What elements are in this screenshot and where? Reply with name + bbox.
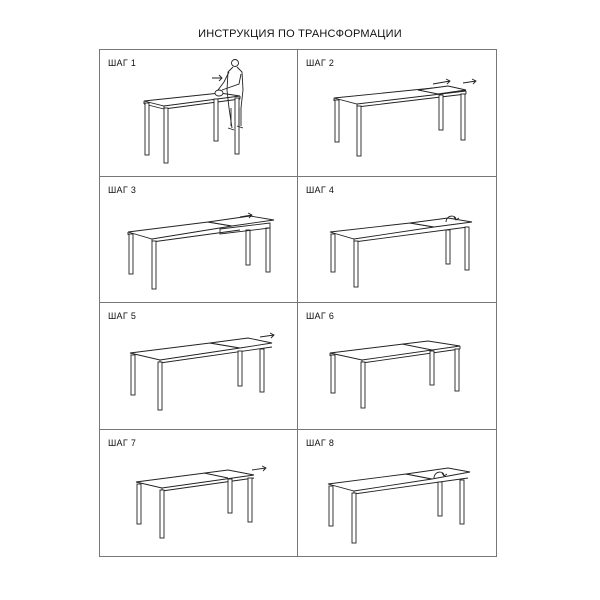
step-3-table-drawing bbox=[100, 177, 298, 304]
table-icon bbox=[330, 218, 472, 287]
step-5-table-drawing bbox=[100, 303, 298, 430]
steps-grid bbox=[99, 49, 497, 557]
step-4-label: ШАГ 4 bbox=[306, 184, 335, 195]
step-7-label: ШАГ 7 bbox=[108, 437, 137, 448]
step-4-table-drawing bbox=[298, 177, 496, 304]
step-5-label: ШАГ 5 bbox=[108, 311, 137, 321]
table-icon bbox=[128, 216, 274, 289]
step-4-panel bbox=[298, 177, 496, 304]
table-icon bbox=[144, 93, 240, 163]
step-2-label: ШАГ 2 bbox=[306, 58, 335, 68]
step-1-label: ШАГ 1 bbox=[108, 58, 137, 68]
push-arrow-icon bbox=[260, 333, 274, 338]
step-6-label: ШАГ 6 bbox=[306, 311, 335, 321]
step-3-panel bbox=[100, 177, 298, 304]
step-2-table-drawing bbox=[298, 50, 496, 177]
pull-arrow-icon bbox=[433, 79, 476, 84]
step-8-label: ШАГ 8 bbox=[306, 437, 335, 448]
step-6-table-drawing bbox=[298, 303, 496, 430]
step-3-label: ШАГ 3 bbox=[108, 184, 137, 195]
table-icon bbox=[334, 86, 466, 156]
push-arrow-icon bbox=[252, 466, 266, 471]
table-icon bbox=[136, 470, 254, 538]
step-5-panel bbox=[100, 303, 298, 430]
step-8-table-drawing bbox=[298, 430, 496, 557]
step-1-table-drawing bbox=[100, 50, 298, 177]
step-8-panel bbox=[298, 430, 496, 557]
table-icon bbox=[328, 468, 470, 543]
step-2-panel bbox=[298, 50, 496, 177]
table-icon bbox=[330, 341, 460, 408]
step-7-table-drawing bbox=[100, 430, 298, 557]
step-7-panel bbox=[100, 430, 298, 557]
table-icon bbox=[130, 338, 272, 410]
step-1-panel bbox=[100, 50, 298, 177]
step-6-panel bbox=[298, 303, 496, 430]
page-title: ИНСТРУКЦИЯ ПО ТРАНСФОРМАЦИИ bbox=[198, 28, 402, 40]
